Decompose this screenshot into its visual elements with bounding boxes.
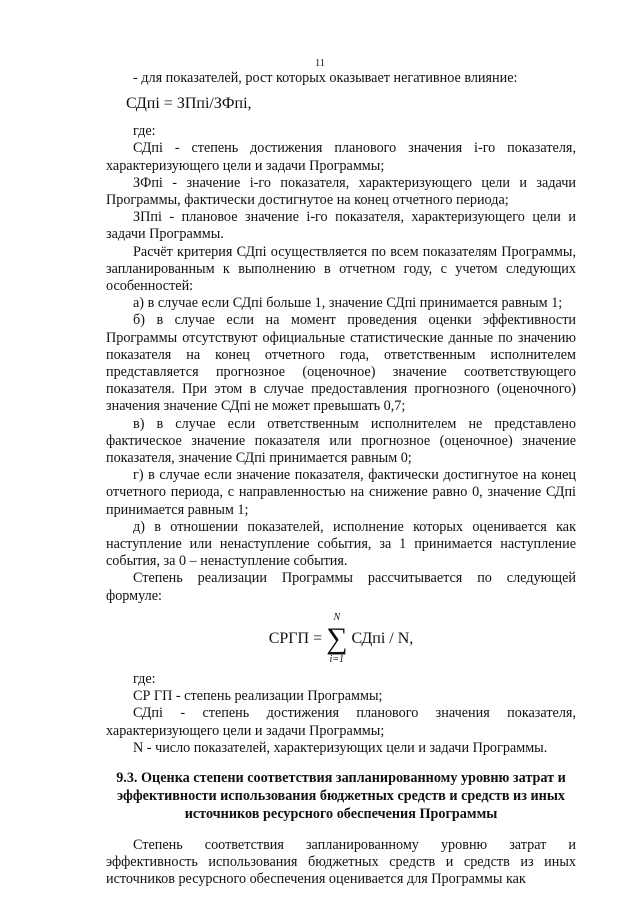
- formula-sr-term: СДпi / N,: [351, 630, 414, 648]
- calculation-paragraph: Расчёт критерия СДпi осуществляется по всем показателям Программы, запланированным к выполнению в отчетном году, с учетом следующих особенностей:: [106, 243, 576, 295]
- sum-operator: [326, 613, 347, 665]
- degree-paragraph: Степень реализации Программы рассчитывается по следующей формуле:: [106, 570, 576, 604]
- item-b: б) в случае если на момент проведения оценки эффективности Программы отсутствуют официальные статистические данные по значению показателя на конец отчетного года, ответственным исполнителем представляется прогнозное (оценочное) значение соответствующего показателя. При этом в случае предоставления прогнозного (оценочного) значения значение СДпi не может превышать 0,7;: [106, 312, 576, 415]
- definition-zf: ЗФпi - значение i-го показателя, характеризующего цели и задачи Программы, фактически достигнутое на конец отчетного периода;: [106, 174, 576, 209]
- sum-lower-limit: i=1: [329, 653, 345, 665]
- definition-zp: ЗПпi - плановое значение i-го показателя, характеризующего цели и задачи Программы.: [106, 209, 576, 243]
- item-g: г) в случае если значение показателя, фактически достигнутое на конец отчетного периода, с направленностью на снижение равно 0, значение СДпi принимается равным 1;: [106, 467, 576, 518]
- definition-sd: СДпi - степень достижения планового значения i-го показателя, характеризующего цели и задачи Программы;: [106, 140, 576, 174]
- where-label-2: где:: [133, 670, 156, 687]
- sum-symbol: ∑: [326, 621, 348, 655]
- last-paragraph: Степень соответствия запланированному уровню затрат и эффективность использования бюджетных средств и средств из иных источников ресурсного обеспечения оценивается для Программы как: [106, 836, 576, 888]
- formula-sd: СДпi = ЗПпi/ЗФпi,: [126, 95, 252, 113]
- where-label-1: где:: [133, 123, 156, 140]
- sum-upper-limit: N: [333, 611, 341, 623]
- formula-sr: [106, 611, 576, 667]
- section-heading: 9.3. Оценка степени соответствия запланированному уровню затрат и эффективности использования бюджетных средств и средств из иных источников ресурсного обеспечения Программы: [116, 769, 566, 822]
- definition-n: N - число показателей, характеризующих цели и задачи Программы.: [133, 739, 548, 756]
- definition-sr: СР ГП - степень реализации Программы;: [133, 688, 383, 705]
- intro-line: - для показателей, рост которых оказывает негативное влияние:: [133, 70, 518, 86]
- page-content: [106, 70, 576, 889]
- item-a: а) в случае если СДпi больше 1, значение СДпi принимается равным 1;: [133, 295, 563, 312]
- page-number: 11: [315, 58, 325, 69]
- definition-sd-2: СДпi - степень достижения планового значения показателя, характеризующего цели и задачи Программы;: [106, 705, 576, 739]
- item-v: в) в случае если ответственным исполнителем не представлено фактическое значение показателя или прогнозное (оценочное) значение показателя, значение СДпi принимается равным 0;: [106, 415, 576, 467]
- item-d: д) в отношении показателей, исполнение которых оценивается как наступление или ненаступление события, за 1 принимается наступление события, за 0 – ненаступление события.: [106, 518, 576, 570]
- formula-sr-lhs: СРГП =: [268, 630, 323, 648]
